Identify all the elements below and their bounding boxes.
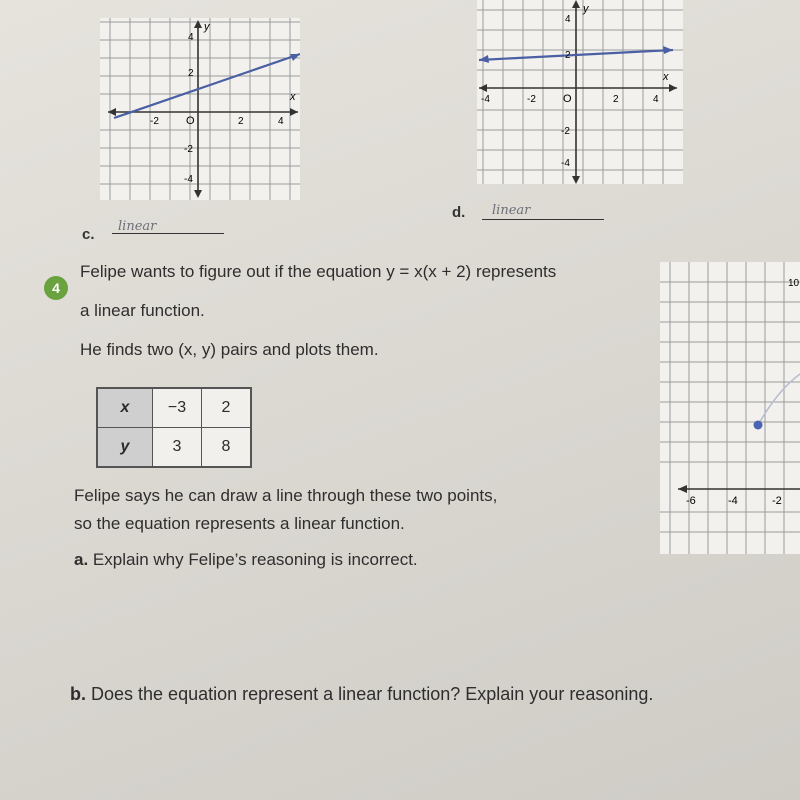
graph-c-xtick: 2 bbox=[238, 116, 244, 127]
graph-c-xtick: -2 bbox=[150, 116, 159, 127]
graph-c-ytick: -4 bbox=[184, 174, 193, 185]
graph-c-ytick: 4 bbox=[188, 32, 194, 43]
graph-d-xtick: 4 bbox=[653, 94, 659, 105]
answer-c-line[interactable] bbox=[112, 233, 224, 234]
table-y-header: y bbox=[97, 428, 153, 468]
graph-d-xtick: -2 bbox=[527, 94, 536, 105]
answer-c-label: c. bbox=[82, 226, 95, 243]
question-line-5: so the equation represents a linear function. bbox=[74, 514, 405, 533]
plotted-point bbox=[754, 421, 763, 430]
table-y-value: 3 bbox=[153, 428, 202, 468]
part-a-text: Explain why Felipe’s reasoning is incorrect. bbox=[92, 550, 418, 569]
question-line-3: He finds two (x, y) pairs and plots them. bbox=[80, 340, 379, 359]
question-number-badge: 4 bbox=[44, 276, 68, 300]
question-line-4: Felipe says he can draw a line through these two points, bbox=[74, 486, 498, 505]
graph-d-ytick: -2 bbox=[561, 126, 570, 137]
part-b-text: Does the equation represent a linear function? Explain your reasoning. bbox=[91, 684, 654, 704]
graph-c-y-label: y bbox=[204, 21, 210, 33]
graph-right-xtick: -2 bbox=[772, 495, 782, 507]
graph-c bbox=[100, 18, 300, 200]
xy-table bbox=[96, 387, 252, 468]
graph-d-xtick: -4 bbox=[481, 94, 490, 105]
answer-c-handwritten: linear bbox=[118, 219, 157, 234]
graph-c-xtick: 4 bbox=[278, 116, 284, 127]
graph-c-origin: O bbox=[186, 115, 195, 127]
graph-d-origin: O bbox=[563, 93, 572, 105]
graph-d-ytick: 4 bbox=[565, 14, 571, 25]
part-a-label: a. bbox=[74, 550, 89, 569]
part-a bbox=[74, 548, 418, 572]
graph-d-y-label: y bbox=[583, 3, 589, 15]
graph-d-x-label: x bbox=[663, 71, 669, 83]
graph-d-ytick: 2 bbox=[565, 50, 571, 61]
graph-right-xtick: -6 bbox=[686, 495, 696, 507]
table-x-value: 2 bbox=[202, 388, 252, 428]
graph-d-ytick: -4 bbox=[561, 158, 570, 169]
table-y-value: 8 bbox=[202, 428, 252, 468]
part-b-label: b. bbox=[70, 684, 86, 704]
answer-d-line[interactable] bbox=[482, 219, 604, 220]
graph-right bbox=[660, 262, 800, 554]
graph-right-xtick: -4 bbox=[728, 495, 738, 507]
graph-right-ytick: 10 bbox=[788, 278, 800, 289]
graph-c-ytick: 2 bbox=[188, 68, 194, 79]
answer-d-label: d. bbox=[452, 204, 466, 221]
table-x-header: x bbox=[97, 388, 153, 428]
graph-c-x-label: x bbox=[290, 91, 296, 103]
question-line-2: a linear function. bbox=[80, 301, 205, 320]
question-line-1: Felipe wants to figure out if the equation y = x(x + 2) represents bbox=[80, 262, 557, 281]
graph-c-ytick: -2 bbox=[184, 144, 193, 155]
graph-d-xtick: 2 bbox=[613, 94, 619, 105]
table-x-value: −3 bbox=[153, 388, 202, 428]
graph-d bbox=[477, 0, 683, 184]
part-b bbox=[70, 682, 653, 706]
answer-d-handwritten: linear bbox=[492, 203, 531, 218]
